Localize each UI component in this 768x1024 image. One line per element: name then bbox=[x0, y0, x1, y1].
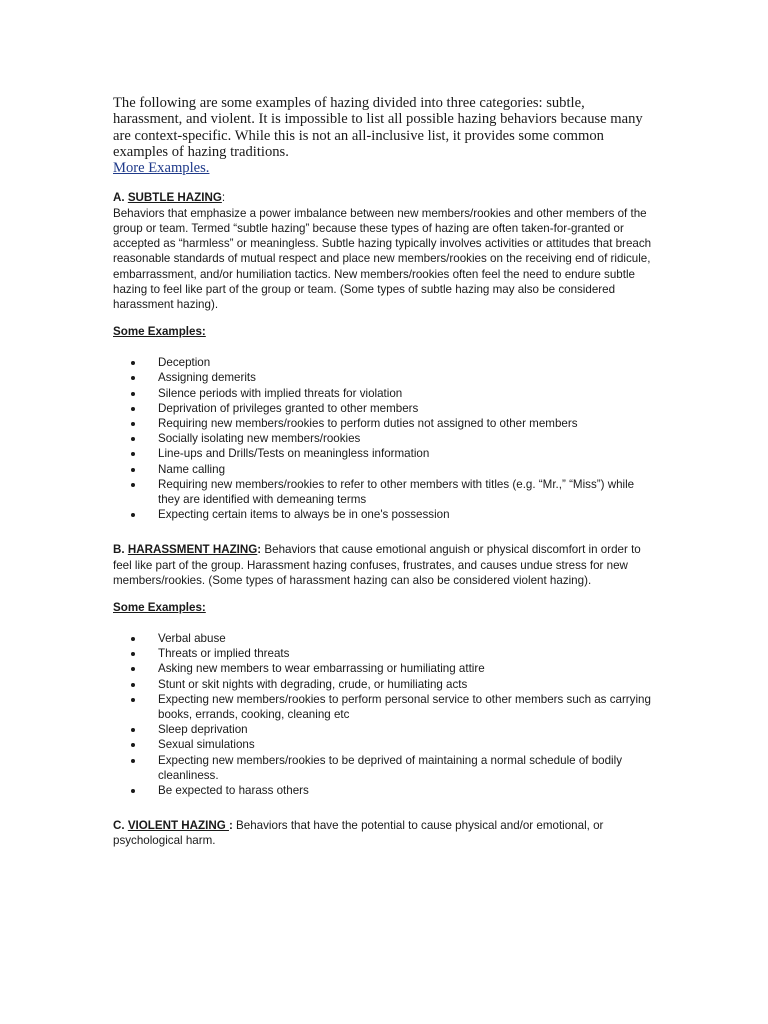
list-item bbox=[113, 631, 653, 646]
bullet-icon bbox=[131, 437, 135, 441]
list-item-text: Requiring new members/rookies to refer to other members with titles (e.g. “Mr.,” “Miss”) while they are identified with demeaning terms bbox=[158, 477, 635, 506]
list-item-text: Deprivation of privileges granted to other members bbox=[158, 401, 419, 415]
more-examples-link[interactable]: More Examples. bbox=[113, 160, 210, 177]
section-c-title: VIOLENT HAZING bbox=[127, 819, 229, 833]
list-item-text: Requiring new members/rookies to perform duties not assigned to other members bbox=[158, 416, 578, 430]
section-c-letter: C. bbox=[113, 819, 125, 833]
bullet-icon bbox=[131, 698, 135, 702]
section-b-letter: B. bbox=[113, 543, 125, 557]
bullet-icon bbox=[131, 683, 135, 687]
list-item-text: Silence periods with implied threats for violation bbox=[158, 386, 403, 400]
list-item bbox=[113, 722, 653, 737]
bullet-icon bbox=[131, 422, 135, 426]
list-item-text: Threats or implied threats bbox=[158, 647, 290, 661]
section-b-examples-heading: Some Examples: bbox=[113, 600, 206, 614]
list-item bbox=[113, 661, 653, 676]
list-item bbox=[113, 370, 653, 385]
section-b-colon: : bbox=[257, 543, 262, 557]
section-b-title: HARASSMENT HAZING bbox=[127, 543, 258, 557]
bullet-icon bbox=[131, 483, 135, 487]
bullet-icon bbox=[131, 652, 135, 656]
list-item bbox=[113, 753, 653, 783]
list-item bbox=[113, 401, 653, 416]
list-item-text: Stunt or skit nights with degrading, crude, or humiliating acts bbox=[158, 677, 468, 691]
list-item-text: Be expected to harass others bbox=[158, 783, 309, 797]
list-item bbox=[113, 477, 653, 507]
list-item bbox=[113, 386, 653, 401]
list-item-text: Assigning demerits bbox=[158, 371, 256, 385]
list-item bbox=[113, 431, 653, 446]
list-item-text: Asking new members to wear embarrassing or humiliating attire bbox=[158, 662, 485, 676]
bullet-icon bbox=[131, 728, 135, 732]
list-item-text: Deception bbox=[158, 356, 211, 370]
section-c-paragraph bbox=[113, 818, 653, 848]
section-a-colon: : bbox=[221, 191, 226, 205]
section-b-examples-list bbox=[113, 631, 653, 798]
section-b-paragraph bbox=[113, 542, 653, 588]
bullet-icon bbox=[131, 743, 135, 747]
bullet-icon bbox=[131, 468, 135, 472]
section-a-examples-heading: Some Examples: bbox=[113, 325, 206, 339]
bullet-icon bbox=[131, 759, 135, 763]
bullet-icon bbox=[131, 392, 135, 396]
bullet-icon bbox=[131, 376, 135, 380]
list-item-text: Verbal abuse bbox=[158, 631, 226, 645]
bullet-icon bbox=[131, 637, 135, 641]
list-item bbox=[113, 783, 653, 798]
list-item bbox=[113, 446, 653, 461]
list-item-text: Sleep deprivation bbox=[158, 723, 248, 737]
list-item bbox=[113, 355, 653, 370]
list-item-text: Expecting certain items to always be in one's possession bbox=[158, 508, 450, 522]
list-item-text: Socially isolating new members/rookies bbox=[158, 432, 361, 446]
list-item bbox=[113, 737, 653, 752]
section-a-body: Behaviors that emphasize a power imbalance between new members/rookies and other members of the group or team. Termed “subtle hazing” because these types of hazing are often taken-for-granted or accepted as “harmless” or meaningless. Subtle hazing typically involves activities or attitudes that breach reasonable standards of mutual respect and place new members/rookies on the receiving end of ridicule, embarrassment, and/or humiliation tactics. New members/rookies often feel the need to endure subtle hazing to feel like part of the group or team. (Some types of subtle hazing may also be considered harassment hazing). bbox=[113, 206, 652, 311]
list-item bbox=[113, 462, 653, 477]
list-item bbox=[113, 677, 653, 692]
list-item bbox=[113, 646, 653, 661]
bullet-icon bbox=[131, 513, 135, 517]
section-a-letter: A. bbox=[113, 191, 125, 205]
bullet-icon bbox=[131, 789, 135, 793]
section-c-body: Behaviors that have the potential to cause physical and/or emotional, or psychological harm. bbox=[113, 819, 604, 848]
list-item-text: Expecting new members/rookies to be deprived of maintaining a normal schedule of bodily cleanliness. bbox=[158, 753, 623, 782]
section-c-colon: : bbox=[228, 819, 233, 833]
bullet-icon bbox=[131, 452, 135, 456]
list-item bbox=[113, 416, 653, 431]
section-a-heading bbox=[113, 190, 653, 205]
list-item-text: Name calling bbox=[158, 462, 226, 476]
section-a-title: SUBTLE HAZING bbox=[127, 191, 222, 205]
bullet-icon bbox=[131, 407, 135, 411]
bullet-icon bbox=[131, 361, 135, 365]
document-page bbox=[113, 95, 653, 849]
intro-paragraph: The following are some examples of hazing divided into three categories: subtle, harassment, and violent. It is impossible to list all possible hazing behaviors because many are context-specific. While this is not an all-inclusive list, it provides some common examples of hazing traditions. bbox=[113, 95, 643, 160]
bullet-icon bbox=[131, 667, 135, 671]
section-a-examples-list bbox=[113, 355, 653, 522]
list-item-text: Line-ups and Drills/Tests on meaningless information bbox=[158, 447, 430, 461]
section-b-body: Behaviors that cause emotional anguish or physical discomfort in order to feel like part of the group. Harassment hazing confuses, frustrates, and causes undue stress for new members/rookies. (Some types of harassment hazing can also be considered violent hazing). bbox=[113, 543, 641, 587]
list-item-text: Expecting new members/rookies to perform personal service to other members such as carrying books, errands, cooking, cleaning etc bbox=[158, 692, 651, 721]
list-item-text: Sexual simulations bbox=[158, 738, 255, 752]
list-item bbox=[113, 507, 653, 522]
list-item bbox=[113, 692, 653, 722]
